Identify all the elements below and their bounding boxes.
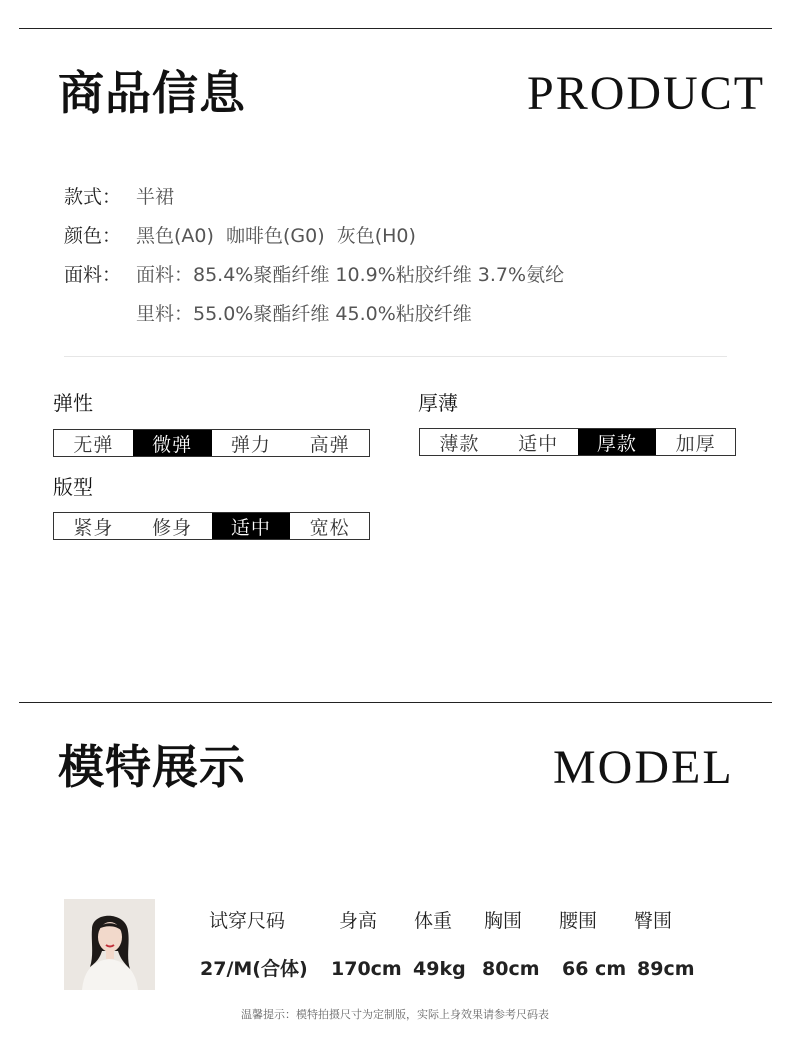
info-label: 颜色：	[64, 225, 122, 247]
fit-option: 紧身	[73, 516, 114, 539]
table-value-waist: 66 cm	[562, 958, 627, 980]
fit-option: 修身	[152, 516, 193, 539]
elasticity-option: 高弹	[309, 433, 350, 456]
elasticity-title: 弹性	[53, 391, 93, 415]
fit-scale	[53, 512, 370, 540]
info-row-style	[64, 188, 174, 207]
table-header-waist: 腰围	[559, 910, 598, 932]
thickness-option: 薄款	[439, 432, 480, 455]
thickness-option: 适中	[518, 432, 559, 455]
fit-option-selected: 适中	[212, 513, 291, 539]
thickness-option-selected: 厚款	[578, 429, 657, 455]
table-value-size: 27/M(合体)	[200, 958, 308, 980]
thickness-option: 加厚	[675, 432, 716, 455]
product-title-en: PRODUCT	[527, 67, 766, 120]
table-value-hip: 89cm	[637, 958, 695, 980]
model-title-en: MODEL	[553, 741, 734, 794]
fit-option: 宽松	[309, 516, 350, 539]
thickness-title: 厚薄	[418, 391, 458, 415]
table-header-weight: 体重	[414, 910, 453, 932]
info-label: 面料：	[64, 264, 122, 286]
table-value-bust: 80cm	[482, 958, 540, 980]
model-photo	[64, 899, 155, 990]
elasticity-option: 弹力	[230, 433, 271, 456]
size-notice: 温馨提示：模特拍摄尺寸为定制版，实际上身效果请参考尺码表	[241, 1008, 549, 1021]
model-rule	[19, 702, 772, 703]
table-header-bust: 胸围	[484, 910, 523, 932]
info-row-color	[64, 227, 416, 246]
table-value-height: 170cm	[331, 958, 402, 980]
model-title-zh: 模特展示	[58, 740, 246, 794]
info-value: 黑色(A0) 咖啡色(G0) 灰色(H0)	[136, 225, 416, 247]
info-row-fabric	[64, 266, 564, 285]
table-header-height: 身高	[339, 910, 378, 932]
info-value: 面料：85.4%聚酯纤维 10.9%粘胶纤维 3.7%氨纶	[136, 264, 565, 286]
elasticity-scale	[53, 429, 370, 457]
info-divider	[64, 356, 727, 357]
elasticity-option-selected: 微弹	[133, 430, 212, 456]
product-title-zh: 商品信息	[58, 66, 246, 120]
elasticity-option: 无弹	[73, 433, 114, 456]
info-value: 里料：55.0%聚酯纤维 45.0%粘胶纤维	[136, 303, 472, 325]
model-portrait-image	[64, 899, 155, 990]
info-value: 半裙	[136, 186, 175, 208]
table-value-weight: 49kg	[413, 958, 466, 980]
top-rule	[19, 28, 772, 29]
info-label	[64, 305, 136, 324]
table-header-size: 试穿尺码	[209, 910, 286, 932]
info-label: 款式：	[64, 186, 122, 208]
info-row-lining	[64, 305, 472, 324]
fit-title: 版型	[53, 475, 93, 499]
table-header-hip: 臀围	[634, 910, 673, 932]
thickness-scale	[419, 428, 736, 456]
